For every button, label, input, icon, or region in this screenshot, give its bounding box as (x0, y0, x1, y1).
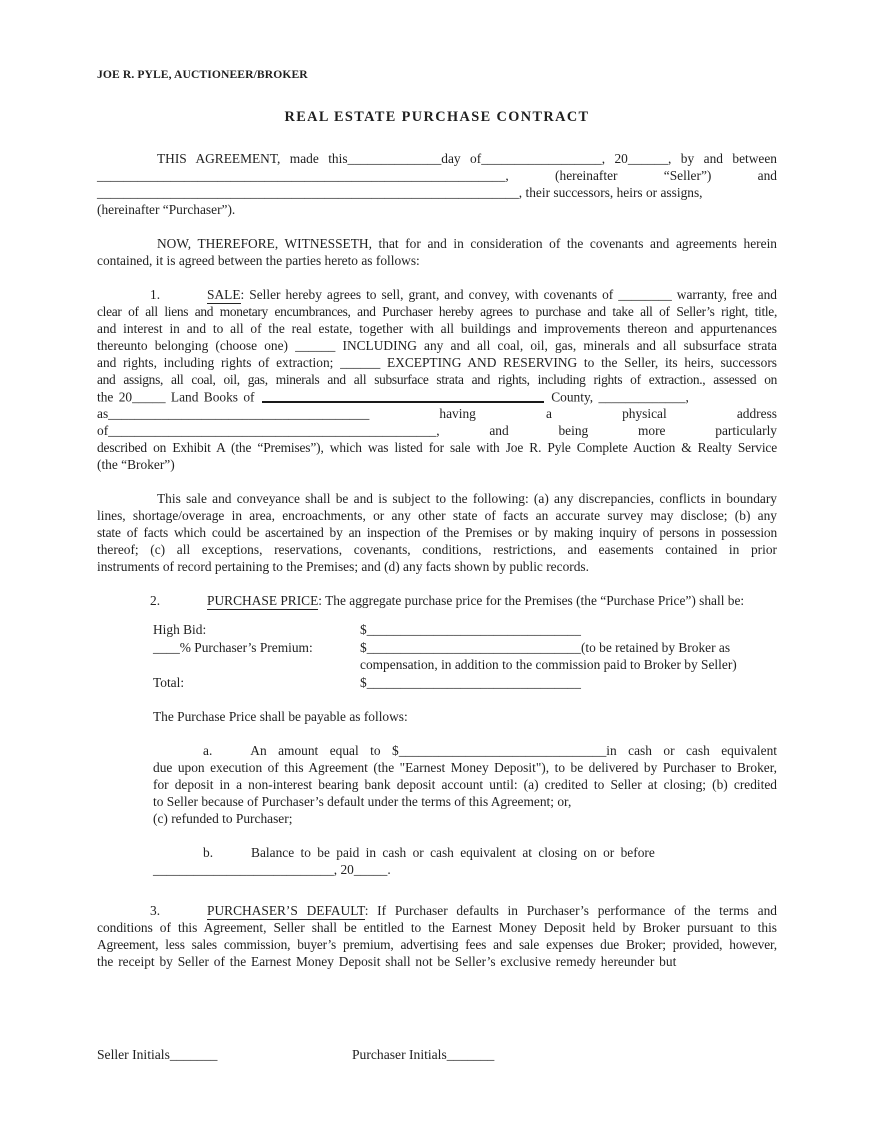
witnesseth-line: contained, it is agreed between the parties hereto as follows: (97, 253, 420, 268)
land-books-text-before: the 20_____ Land Books of (97, 389, 260, 405)
land-books-text-after: County, _____________, (545, 389, 689, 405)
item-b-first-line (153, 844, 777, 861)
section-2-purchase-price (97, 592, 777, 609)
premium-note: compensation, in addition to the commission paid to Broker by Seller) (360, 657, 737, 673)
section-3-text: : If Purchaser defaults in Purchaser’s performance of the terms and (364, 903, 777, 919)
document-title: REAL ESTATE PURCHASE CONTRACT (284, 109, 590, 125)
intro-line: THIS AGREEMENT, made this______________day of__________________, 20______, by and between (157, 151, 777, 166)
price-row-high-bid (153, 621, 777, 639)
section-1-text: : Seller hereby agrees to sell, grant, and convey, with covenants of ________ warranty, free and (240, 287, 777, 302)
price-row-total (153, 674, 777, 692)
item-b-balance (153, 844, 777, 878)
letterhead-text: JOE R. PYLE, AUCTIONEER/BROKER (97, 68, 308, 81)
section-3-heading: PURCHASER’S DEFAULT (207, 903, 365, 919)
price-label: Total: (153, 674, 185, 690)
high-bid-blank: $________________________________ (360, 622, 581, 638)
address-blank-line: of_________________________________________________, and being more particularly (97, 423, 777, 439)
item-a-line: to Seller because of Purchaser’s default under the terms of this Agreement; or, (153, 794, 572, 810)
section-3-line: Agreement, less sales commission, buyer’s premium, advertising fees and sale expenses due Broker; provided, however, (97, 937, 777, 953)
payable-line: The Purchase Price shall be payable as follows: (153, 709, 408, 725)
price-table (97, 621, 777, 691)
price-label (153, 656, 360, 674)
section-1-line: and rights, including rights of extraction; ______ EXCEPTING AND RESERVING to the Seller, its heirs, successors (97, 355, 777, 370)
item-a-earnest-money (153, 742, 777, 827)
seller-initials-blank: Seller Initials_______ (97, 1047, 218, 1062)
section-3-line: conditions of this Agreement, Seller shall be entitled to the Earnest Money Deposit held by Broker pursuant to this (97, 920, 777, 936)
intro-line: (hereinafter “Purchaser”). (97, 202, 236, 217)
section-1-number: 1. (150, 287, 161, 302)
price-label: High Bid: (153, 622, 207, 638)
premium-blank: $________________________________(to be retained by Broker as (360, 639, 731, 655)
witnesseth-line: NOW, THEREFORE, WITNESSETH, that for and in consideration of the covenants and agreements herein (157, 236, 777, 251)
price-row-premium-note (153, 656, 777, 674)
conveyance-line: instruments of record pertaining to the Premises; and (d) any facts shown by public records. (97, 559, 589, 575)
broker-line: (the “Broker”) (97, 457, 175, 473)
purchaser-initials-blank: Purchaser Initials_______ (352, 1047, 495, 1062)
witnesseth-paragraph (97, 235, 777, 269)
intro-line-seller-blank: _____________________________________________________________, (hereinafter “Seller”) and (97, 168, 777, 183)
price-label: ____% Purchaser’s Premium: (153, 639, 313, 655)
item-a-line: for deposit in a non-interest bearing bank deposit account until: (a) credited to Seller at closing; (b) credited (153, 777, 777, 793)
intro-paragraph (97, 150, 777, 218)
item-b-text: Balance to be paid in cash or cash equivalent at closing on or before (251, 845, 655, 861)
section-1-sale (97, 286, 777, 473)
section-2-heading: PURCHASE PRICE (207, 593, 319, 609)
section-1-heading: SALE (207, 287, 241, 302)
conveyance-line: This sale and conveyance shall be and is subject to the following: (a) any discrepancies, conflicts in boundary (157, 491, 777, 507)
section-1-line: thereunto belonging (choose one) ______ INCLUDING any and all coal, oil, gas, minerals and all subsurface strata (97, 338, 777, 353)
intro-line-purchaser-blank: _______________________________________________________________, their successors, heirs or assigns, (97, 185, 703, 200)
item-a-first-line (153, 742, 777, 759)
section-1-heading-line (97, 286, 777, 303)
section-2-text: : The aggregate purchase price for the Premises (the “Purchase Price”) shall be: (318, 593, 745, 609)
section-1-line: clear of all liens and monetary encumbrances, and Purchaser hereby agrees to purchase and take all of Seller’s right, title, (97, 304, 777, 319)
physical-address-line: as_______________________________________ having a physical address (97, 406, 777, 422)
conveyance-line: thereof; (c) all exceptions, reservations, covenants, conditions, restrictions, and easements contained in prior (97, 542, 777, 558)
section-3-heading-line (97, 902, 777, 919)
section-3-purchasers-default (97, 902, 777, 970)
price-row-premium (153, 639, 777, 657)
conveyance-paragraph (97, 490, 777, 575)
item-a-line: due upon execution of this Agreement (the "Earnest Money Deposit"), to be delivered by Purchaser to Broker, (153, 760, 777, 776)
land-books-blank-line (262, 390, 544, 403)
exhibit-a-line: described on Exhibit A (the “Premises”), which was listed for sale with Joe R. Pyle Complete Auction & Realty Service (97, 440, 777, 456)
section-3-number: 3. (150, 903, 161, 919)
item-a-marker: a. (203, 743, 213, 759)
total-blank: $________________________________ (360, 674, 581, 690)
land-books-line (97, 388, 777, 405)
section-2-heading-line (97, 592, 777, 609)
item-b-marker: b. (203, 845, 214, 861)
section-1-line: and assigns, all coal, oil, gas, minerals and all subsurface strata and rights, including rights of extraction., assessed on (97, 372, 777, 387)
section-2-number: 2. (150, 593, 161, 609)
section-3-line: the receipt by Seller of the Earnest Money Deposit shall not be Seller’s exclusive remedy hereunder but (97, 954, 677, 970)
item-a-line: (c) refunded to Purchaser; (153, 811, 293, 827)
item-a-text: An amount equal to $_______________________________in cash or cash equivalent (250, 743, 777, 759)
conveyance-line: lines, shortage/overage in area, encroachments, or any other state of facts an accurate survey may disclose; (b) any (97, 508, 777, 524)
conveyance-line: state of facts which could be ascertained by an inspection of the Premises or by making inquiry of persons in possession (97, 525, 777, 541)
page-content (97, 0, 777, 970)
closing-date-blank-line: ___________________________, 20_____. (153, 862, 391, 878)
section-1-line: and interest in and to all of the real estate, together with all buildings and improvements thereon and appurtenances (97, 321, 777, 336)
